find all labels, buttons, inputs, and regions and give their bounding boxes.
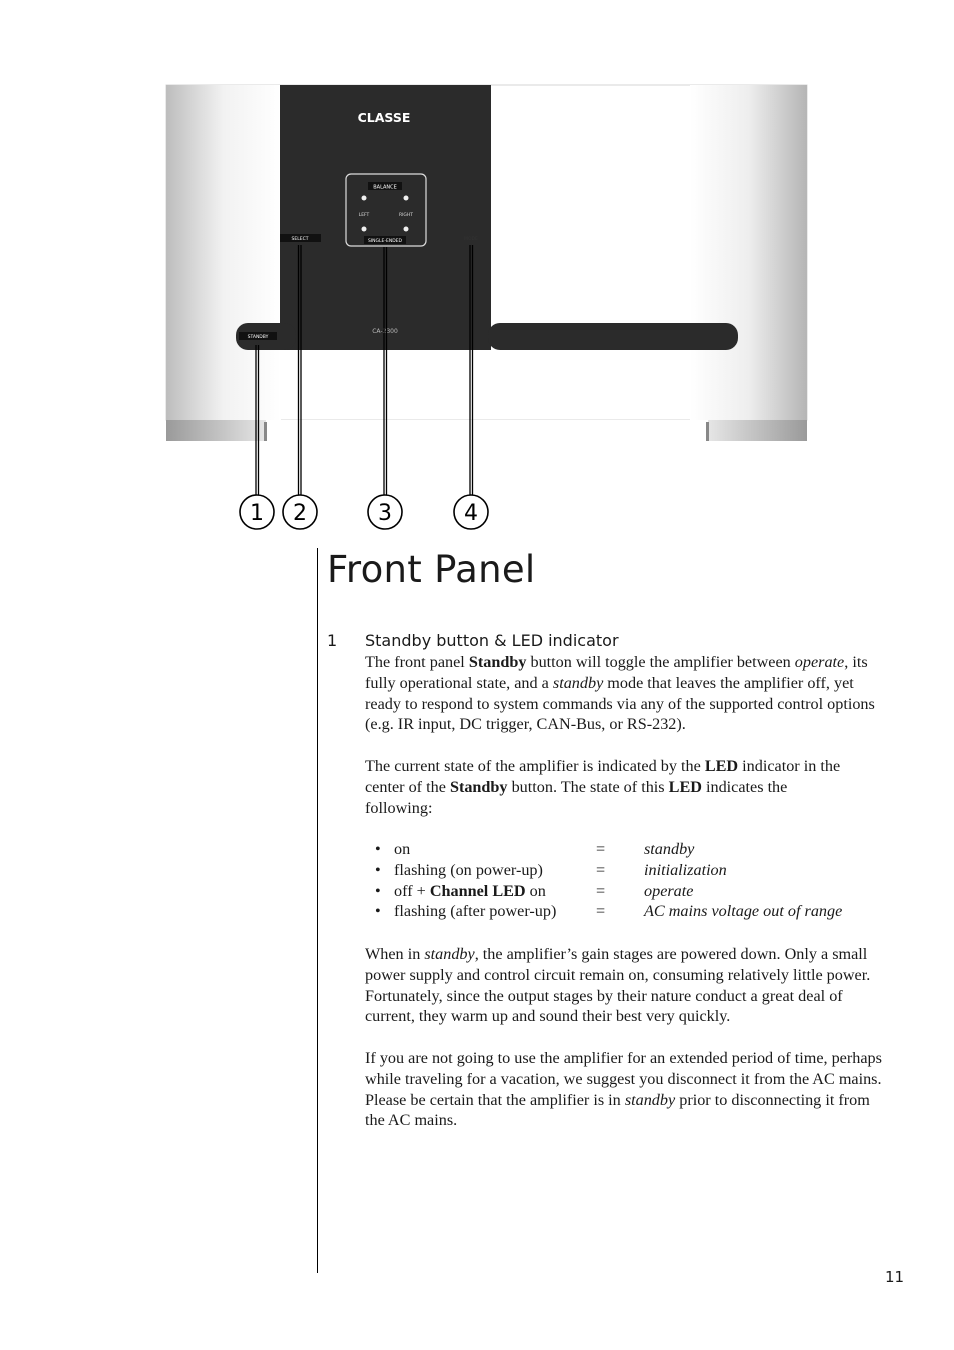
single-ended-label: SINGLE-ENDED	[368, 239, 402, 244]
led-left	[362, 196, 367, 201]
select-label: SELECT	[291, 237, 309, 242]
section-title: Standby button & LED indicator	[365, 631, 619, 650]
paragraph-1: The front panel Standby button will toggle the amplifier between operate, its fully operational state, and a standby mode that leaves the amplifier off, yet ready to respond to system commands via any of the supported control options (e.g. IR input, DC trigger, CAN-Bus, or RS-232).	[365, 653, 875, 734]
section-number: 1	[327, 631, 338, 650]
mode-label: MODE	[464, 237, 478, 242]
list-item: • flashing (after power-up) = AC mains voltage out of range	[375, 902, 843, 921]
callout-3-number: 3	[378, 501, 392, 526]
list-item: • off + Channel LED on = operate	[375, 881, 694, 900]
column-divider	[317, 548, 318, 1273]
led-right-label: RIGHT	[398, 213, 414, 218]
led-right	[404, 196, 409, 201]
list-item: • flashing (on power-up) = initialization	[375, 860, 727, 879]
led-bottom-right	[404, 227, 409, 232]
callout-4-number: 4	[464, 501, 478, 526]
brand-logo: CLASSE	[357, 110, 411, 125]
list-item: • on = standby	[375, 840, 695, 858]
led-bottom-left	[362, 227, 367, 232]
standby-label: STANDBY	[247, 335, 269, 340]
paragraph-3: When in standby, the amplifier’s gain stages are powered down. Only a small power supply and control circuit remain on, consuming relatively little power. Fortunately, since the output stages by their nature conduct a great deal of current, they warm up and sound their best very quickly.	[365, 945, 871, 1026]
paragraph-4: If you are not going to use the amplifier for an extended period of time, perhaps while traveling for a vacation, we suggest you disconnect it from the AC mains. Please be certain that the amplifier is in standby prior to disconnecting it from the AC mains.	[365, 1049, 882, 1130]
balance-label: BALANCE	[373, 184, 397, 191]
paragraph-2: The current state of the amplifier is indicated by the LED indicator in the center of the Standby button. The state of this LED indicates the following:	[365, 757, 841, 817]
led-left-label: LEFT	[358, 213, 370, 218]
callout-2-number: 2	[293, 501, 307, 526]
callout-1-number: 1	[250, 501, 264, 526]
page-title: Front Panel	[327, 548, 536, 591]
page-number: 11	[885, 1268, 905, 1286]
amplifier-front-panel-illustration	[0, 0, 954, 540]
model-label: CA-2300	[372, 328, 398, 335]
led-state-list	[365, 839, 885, 922]
